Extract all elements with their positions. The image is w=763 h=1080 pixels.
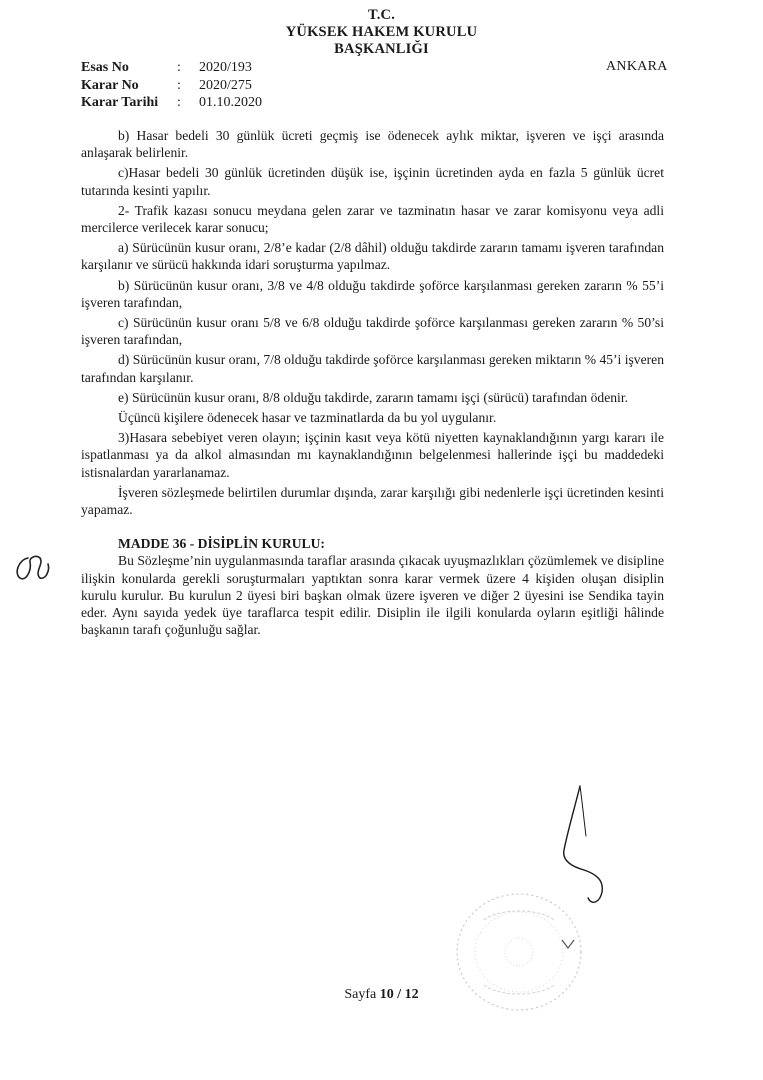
meta-value: 2020/275 (199, 77, 252, 93)
paragraph: Üçüncü kişilere ödenecek hasar ve tazminatlarda da bu yol uygulanır. (118, 410, 497, 426)
meta-sep: : (177, 77, 181, 93)
paragraph: İşveren sözleşmede belirtilen durumlar dışında, zarar karşılığı gibi nedenlerle işçi ücretinden kesinti yapamaz. (81, 484, 664, 518)
page-number (0, 987, 763, 1003)
seal-stamp (444, 880, 594, 1025)
paragraph: e) Sürücünün kusur oranı, 8/8 olduğu takdirde, zararın tamamı işçi (sürücü) tarafından ödenir. (118, 389, 628, 405)
paragraph: c)Hasar bedeli 30 günlük ücretinden düşük ise, işçinin ücretinden ayda en fazla 5 günlük ücret tutarında kesinti yapılır. (81, 165, 664, 198)
page-total: 12 (404, 987, 419, 1002)
page-sep: / (393, 987, 405, 1002)
meta-value: 01.10.2020 (199, 95, 262, 110)
meta-label: Karar No (81, 77, 139, 93)
header-line-tc: T.C. (367, 7, 396, 23)
meta-label: Karar Tarihi (81, 95, 159, 110)
document-body (81, 127, 664, 638)
case-meta (81, 59, 262, 112)
meta-row-tarih (81, 94, 262, 112)
paragraph: b) Sürücünün kusur oranı, 3/8 ve 4/8 olduğu takdirde şoförce karşılanması gereken zararın % 55’i işveren tarafından, (81, 277, 664, 310)
meta-row-karar (81, 77, 262, 95)
page-current: 10 (379, 987, 394, 1002)
city-label: ANKARA (606, 59, 668, 74)
meta-sep: : (177, 60, 181, 75)
header-line-baskanlik: BAŞKANLIĞI (334, 41, 429, 57)
header-line-kurul: YÜKSEK HAKEM KURULU (285, 24, 478, 40)
meta-label: Esas No (81, 60, 129, 75)
paragraph: d) Sürücünün kusur oranı, 7/8 olduğu takdirde şoförce karşılanması gereken miktarın % 45’i işveren tarafından karşılanır. (81, 352, 664, 385)
article-text: Bu Sözleşme’nin uygulanmasında taraflar arasında çıkacak uyuşmazlıkları çözümlemek ve disipline ilişkin konularda gerekli soruşturmaları yaptıktan sonra karar vermek üzere 4 kişiden oluşan disiplin kurulu kurulur. Bu kurulun 2 üyesi biri başkan olmak üzere işveren ve diğer 2 üyesini ise Sendika tayin eder. Aynı sayıda yedek üye taraflarca tespit edilir. Disiplin ile ilgili konularda oyların eşitliği hâlinde başkanın tarafı çoğunluğu sağlar. (81, 553, 664, 638)
article-heading: MADDE 36 - DİSİPLİN KURULU: (118, 536, 325, 552)
paragraph: 2- Trafik kazası sonucu meydana gelen zarar ve tazminatın hasar ve zarar komisyonu veya adli mercilerce verilecek karar sonucu; (81, 202, 664, 236)
margin-initial-mark (10, 550, 56, 590)
meta-sep: : (177, 95, 181, 110)
paragraph: c) Sürücünün kusur oranı 5/8 ve 6/8 olduğu takdirde şoförce karşılanması gereken zararın % 50’si işveren tarafından, (81, 315, 664, 348)
meta-value: 2020/193 (199, 60, 252, 75)
page-prefix: Sayfa (344, 987, 380, 1002)
paragraph: a) Sürücünün kusur oranı, 2/8’e kadar (2/8 dâhil) olduğu takdirde zararın tamamı işveren tarafından karşılanır ve sürücü hakkında idari soruşturma yapılmaz. (81, 240, 664, 273)
paragraph: b) Hasar bedeli 30 günlük ücreti geçmiş ise ödenecek aylık miktar, işveren ve işçi arasında anlaşarak belirlenir. (81, 128, 664, 161)
paragraph: 3)Hasara sebebiyet veren olayın; işçinin kasıt veya kötü niyetten kaynaklandığının yargı kararı ile ispatlanması ya da alkol almasından mı kaynaklandığının belgelenmesi hallerinde işçi bu maddedeki istisnalardan yararlanamaz. (81, 430, 664, 480)
meta-row-esas (81, 59, 262, 77)
